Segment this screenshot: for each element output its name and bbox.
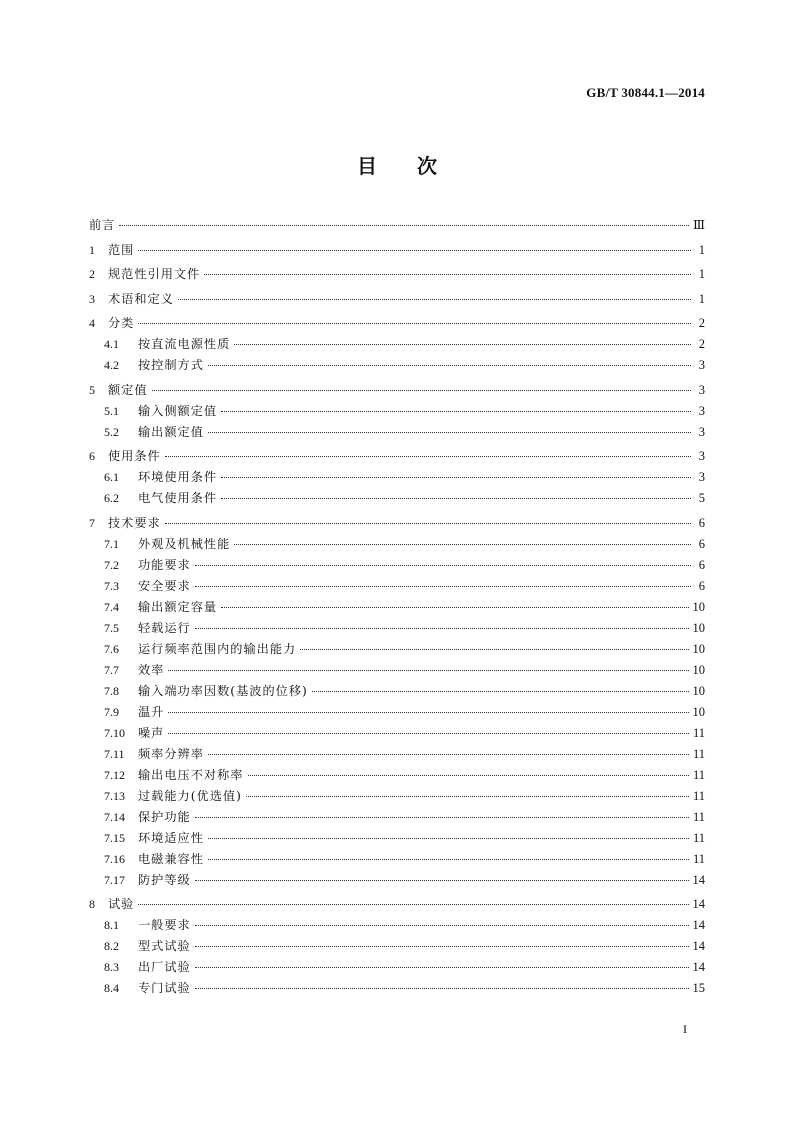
dot-leader: [246, 795, 689, 797]
toc-entry[interactable]: [89, 265, 705, 286]
toc-entry-title: 专门试验: [138, 981, 191, 995]
dot-leader: [195, 816, 689, 818]
toc-entry-number: 7.17: [104, 872, 125, 887]
toc-entry-number: 7.6: [104, 641, 119, 656]
dot-leader: [152, 389, 691, 391]
toc-entry-number: 7.13: [104, 788, 125, 803]
dot-leader: [208, 364, 691, 366]
toc-entry-number: 7.12: [104, 767, 125, 782]
toc-entry-number: 7.11: [104, 746, 125, 761]
toc-entry[interactable]: [89, 447, 705, 468]
dot-leader: [234, 543, 691, 545]
toc-entry[interactable]: [89, 468, 705, 489]
toc-entry-title: 电气使用条件: [138, 491, 218, 505]
toc-entry-number: 4.2: [104, 358, 119, 372]
toc-entry-page: 3: [698, 424, 705, 439]
toc-entry-page: 3: [698, 449, 705, 463]
toc-entry-page: 6: [698, 536, 705, 551]
toc-entry-number: 6: [89, 449, 95, 463]
toc-entry-page: 10: [692, 683, 705, 698]
toc-entry-page: 2: [698, 337, 705, 351]
dot-leader: [221, 606, 688, 608]
dot-leader: [208, 431, 691, 433]
toc-entry[interactable]: [89, 766, 705, 787]
toc-entry-number: 7.7: [104, 662, 119, 677]
toc-entry-page: 10: [692, 599, 705, 614]
toc-entry[interactable]: [89, 640, 705, 661]
toc-entry-title: 范围: [108, 242, 135, 257]
dot-leader: [195, 924, 689, 926]
toc-entry[interactable]: [89, 335, 705, 356]
toc-entry-page: 14: [692, 918, 705, 932]
toc-entry-title: 效率: [138, 662, 165, 677]
page-number: I: [683, 1022, 687, 1036]
toc-entry[interactable]: [89, 895, 705, 916]
toc-entry-title: 分类: [108, 316, 135, 330]
dot-leader: [195, 564, 691, 566]
toc-entry-number: 8.4: [104, 981, 119, 995]
toc-entry[interactable]: [89, 598, 705, 619]
dot-leader: [208, 753, 689, 755]
toc-entry-number: 7.9: [104, 704, 119, 719]
toc-entry-number: 5.1: [104, 403, 119, 418]
toc-entry-page: 14: [692, 960, 705, 974]
toc-entry-title: 环境使用条件: [138, 470, 218, 484]
toc-entry[interactable]: [89, 423, 705, 444]
toc-entry-number: 7.10: [104, 725, 125, 740]
toc-entry-title: 规范性引用文件: [108, 267, 201, 281]
dot-leader: [138, 903, 688, 905]
toc-entry[interactable]: [89, 979, 705, 1000]
toc-entry-title: 轻载运行: [138, 620, 191, 635]
dot-leader: [221, 476, 691, 478]
toc-entry-number: 6.1: [104, 470, 119, 484]
toc-entry-page: 11: [692, 809, 705, 824]
toc-entry-title: 一般要求: [138, 918, 191, 932]
dot-leader: [221, 410, 691, 412]
toc-entry-page: 11: [692, 788, 705, 803]
toc-entry[interactable]: [89, 661, 705, 682]
toc-entry-page: 1: [698, 242, 705, 257]
toc-entry-page: 10: [692, 704, 705, 719]
toc-entry-number: 5.2: [104, 424, 119, 439]
toc-entry[interactable]: [89, 356, 705, 377]
dot-leader: [119, 224, 689, 226]
dot-leader: [234, 343, 691, 345]
toc-entry-title: 安全要求: [138, 578, 191, 593]
toc-entry-title: 防护等级: [138, 872, 191, 887]
dot-leader: [195, 945, 689, 947]
toc-entry-page: 14: [692, 897, 705, 911]
toc-entry-title: 型式试验: [138, 939, 191, 953]
toc-entry-number: 7.2: [104, 557, 119, 572]
toc-entry-page: 6: [698, 515, 705, 530]
toc-entry-page: 11: [692, 851, 705, 866]
dot-leader: [208, 858, 689, 860]
dot-leader: [221, 497, 691, 499]
toc-entry-title: 电磁兼容性: [138, 851, 204, 866]
toc-entry-title: 输出额定容量: [138, 599, 218, 614]
toc-entry[interactable]: [89, 556, 705, 577]
dot-leader: [138, 249, 691, 251]
toc-entry-page: 1: [698, 267, 705, 281]
toc-entry-number: 1: [89, 242, 95, 257]
toc-entry-title: 运行频率范围内的输出能力: [138, 641, 297, 656]
toc-entry-title: 按控制方式: [138, 358, 204, 372]
toc-entry-page: 6: [698, 578, 705, 593]
toc-entry-number: 4: [89, 316, 95, 330]
toc-entry[interactable]: [89, 290, 705, 311]
toc-entry-page: 2: [698, 316, 705, 330]
toc-entry-number: 6.2: [104, 491, 119, 505]
dot-leader: [178, 298, 691, 300]
toc-entry-title: 输出电压不对称率: [138, 767, 244, 782]
toc-entry[interactable]: [89, 871, 705, 892]
dot-leader: [195, 585, 691, 587]
toc-entry-title: 额定值: [108, 382, 148, 397]
toc-entry-page: 14: [692, 872, 705, 887]
toc-entry-title: 环境适应性: [138, 830, 204, 845]
toc-entry-number: 7.5: [104, 620, 119, 635]
toc-entry-page: 10: [692, 641, 705, 656]
dot-leader: [168, 732, 689, 734]
toc-entry-title: 输入侧额定值: [138, 403, 218, 418]
toc-entry-page: 15: [692, 981, 705, 995]
toc-entry-title: 术语和定义: [108, 291, 174, 306]
toc-entry-number: 8.2: [104, 939, 119, 953]
dot-leader: [195, 627, 689, 629]
toc-entry[interactable]: [89, 703, 705, 724]
toc-entry-title: 噪声: [138, 725, 165, 740]
toc-entry-number: 2: [89, 267, 95, 281]
toc-entry-number: 8: [89, 897, 95, 911]
standard-code: GB/T 30844.1—2014: [586, 85, 705, 100]
toc-entry-number: 3: [89, 291, 95, 306]
toc-entry[interactable]: [89, 535, 705, 556]
dot-leader: [208, 837, 689, 839]
dot-leader: [165, 522, 691, 524]
toc-entry-number: 7.8: [104, 683, 119, 698]
toc-entry[interactable]: [89, 402, 705, 423]
dot-leader: [248, 774, 689, 776]
toc-entry-title: 前言: [89, 218, 116, 232]
toc-entry-title: 输出额定值: [138, 424, 204, 439]
toc-entry-page: 10: [692, 620, 705, 635]
toc-entry-page: 3: [698, 470, 705, 484]
dot-leader: [195, 879, 689, 881]
title-char-2: 次: [417, 154, 437, 178]
toc-entry[interactable]: [89, 619, 705, 640]
toc-entry-title: 试验: [108, 897, 135, 911]
dot-leader: [138, 322, 691, 324]
toc-entry-number: 7.3: [104, 578, 119, 593]
toc-entry[interactable]: [89, 577, 705, 598]
dot-leader: [195, 987, 689, 989]
toc-entry-page: 11: [692, 830, 705, 845]
toc-entry-page: 11: [692, 746, 705, 761]
toc-entry[interactable]: [89, 787, 705, 808]
dot-leader: [204, 273, 691, 275]
toc-entry-page: 3: [698, 403, 705, 418]
dot-leader: [168, 669, 688, 671]
toc-entry[interactable]: [89, 937, 705, 958]
toc-entry-number: 5: [89, 382, 95, 397]
toc-entry-number: 8.3: [104, 960, 119, 974]
toc-entry[interactable]: [89, 489, 705, 510]
toc-entry[interactable]: [89, 958, 705, 979]
toc-entry-title: 过载能力(优选值): [138, 788, 242, 803]
toc-entry-title: 技术要求: [108, 515, 161, 530]
toc-entry[interactable]: [89, 241, 705, 262]
toc-entry-title: 使用条件: [108, 449, 161, 463]
toc-entry-title: 功能要求: [138, 557, 191, 572]
toc-entry-title: 外观及机械性能: [138, 536, 231, 551]
toc-entry-page: 6: [698, 557, 705, 572]
toc-entry-number: 7: [89, 515, 95, 530]
toc-entry[interactable]: [89, 829, 705, 850]
toc-entry-title: 保护功能: [138, 809, 191, 824]
toc-entry[interactable]: [89, 745, 705, 766]
toc-entry[interactable]: [89, 216, 705, 237]
toc-entry[interactable]: [89, 381, 705, 402]
toc-entry-title: 频率分辨率: [138, 746, 204, 761]
toc-entry[interactable]: [89, 850, 705, 871]
toc-entry-number: 4.1: [104, 337, 119, 351]
toc-entry[interactable]: [89, 808, 705, 829]
toc-entry-number: 7.1: [104, 536, 119, 551]
toc-entry[interactable]: [89, 314, 705, 335]
toc-entry-number: 7.4: [104, 599, 119, 614]
dot-leader: [165, 455, 691, 457]
toc-entry-number: 7.16: [104, 851, 125, 866]
title-char-1: 目: [357, 154, 377, 178]
toc-entry-page: Ⅲ: [692, 218, 705, 232]
toc-entry-page: 5: [698, 491, 705, 505]
dot-leader: [300, 648, 688, 650]
toc-entry-title: 输入端功率因数(基波的位移): [138, 683, 308, 698]
toc-entry-page: 10: [692, 662, 705, 677]
dot-leader: [168, 711, 688, 713]
dot-leader: [312, 690, 689, 692]
dot-leader: [195, 966, 689, 968]
toc-entry-page: 14: [692, 939, 705, 953]
toc-entry-page: 3: [698, 382, 705, 397]
table-of-contents: [89, 216, 705, 1000]
toc-entry-page: 11: [692, 767, 705, 782]
toc-entry[interactable]: [89, 724, 705, 745]
toc-entry-title: 温升: [138, 704, 165, 719]
toc-entry-page: 3: [698, 358, 705, 372]
toc-entry[interactable]: [89, 514, 705, 535]
toc-entry[interactable]: [89, 682, 705, 703]
toc-entry[interactable]: [89, 916, 705, 937]
toc-entry-number: 7.15: [104, 830, 125, 845]
toc-entry-title: 按直流电源性质: [138, 337, 231, 351]
toc-entry-title: 出厂试验: [138, 960, 191, 974]
toc-entry-page: 1: [698, 291, 705, 306]
page-title: [0, 150, 794, 179]
toc-entry-page: 11: [692, 725, 705, 740]
toc-entry-number: 7.14: [104, 809, 125, 824]
toc-entry-number: 8.1: [104, 918, 119, 932]
